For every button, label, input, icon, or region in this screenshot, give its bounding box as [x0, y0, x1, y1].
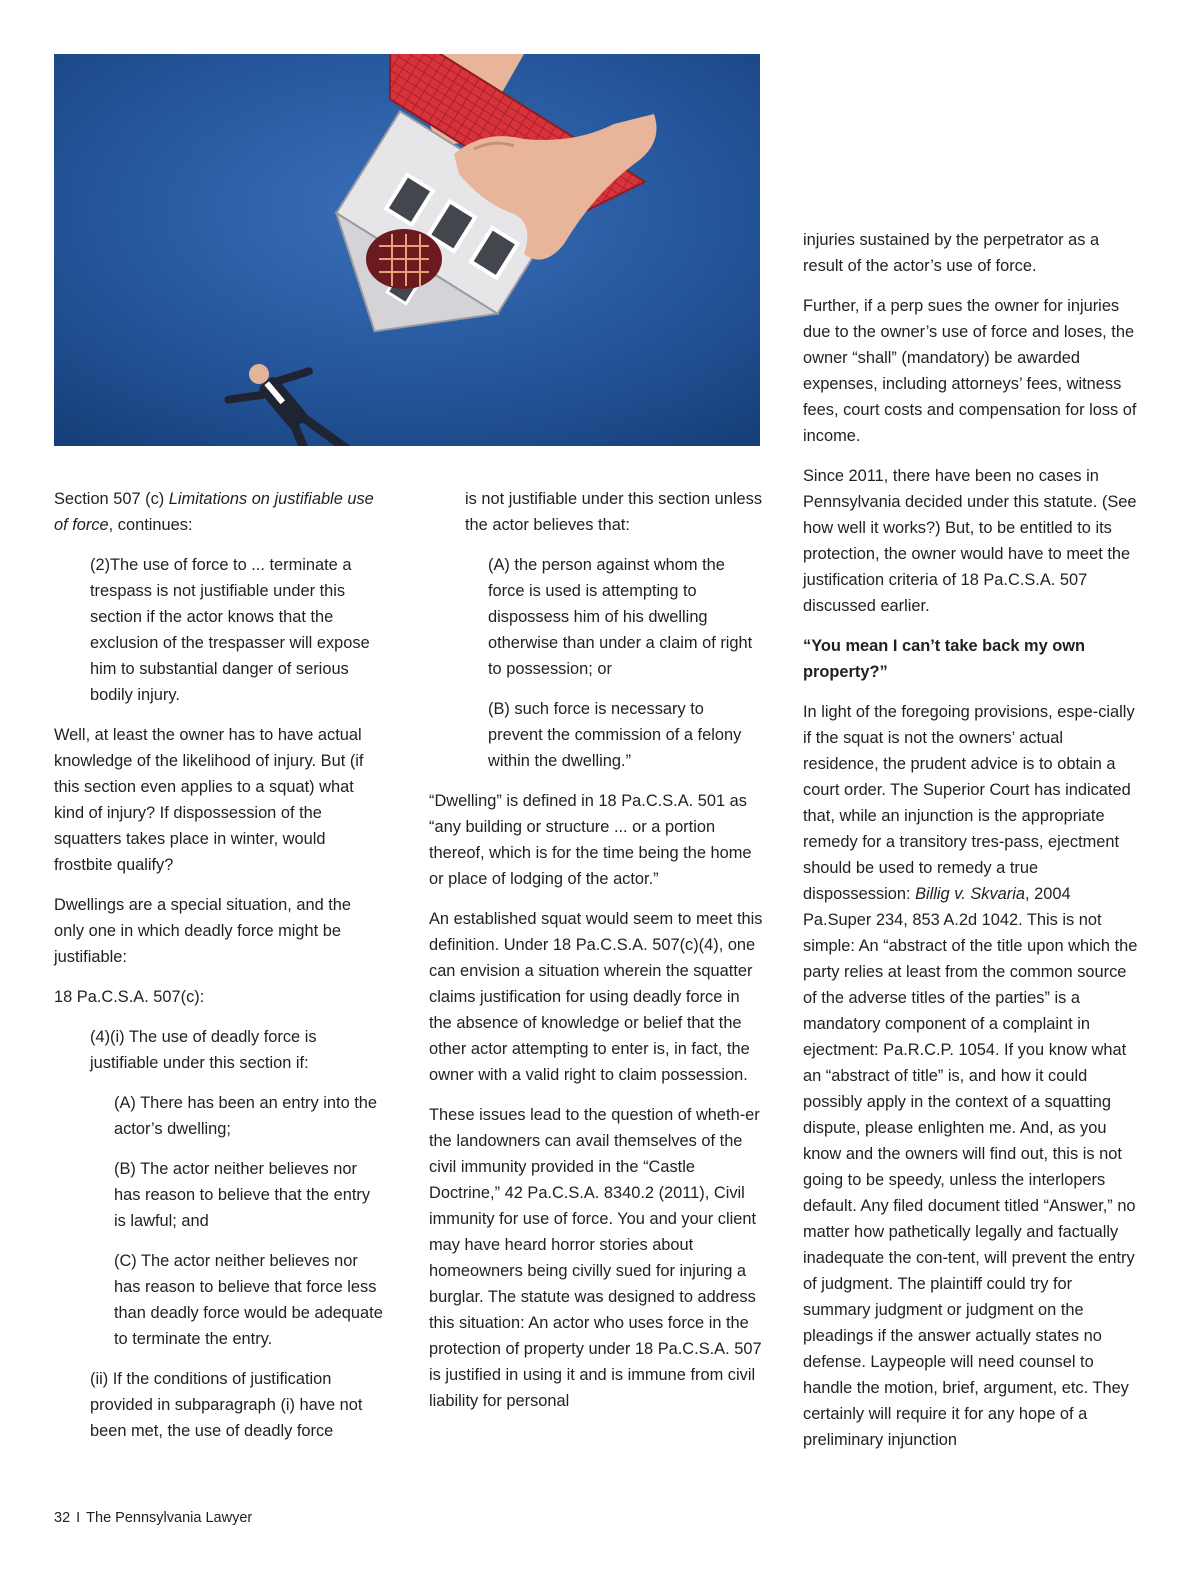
statute-quote-A: (A) There has been an entry into the actor’s dwelling;	[114, 1094, 378, 1138]
body-paragraph: An established squat would seem to meet this definition. Under 18 Pa.C.S.A. 507(c)(4), one can envision a situation wherein the squatter claims justification for using deadly force in the absence of knowledge or belief that the other actor attempting to enter is, in fact, the owner with a valid right to claim possession.	[429, 910, 763, 1084]
statute-quote-4i: (4)(i) The use of deadly force is justifiable under this section if:	[90, 1028, 317, 1072]
statute-citation: 18 Pa.C.S.A. 507(c):	[54, 988, 205, 1006]
statute-quote-C: (C) The actor neither believes nor has reason to believe that force less than deadly force would be adequate to terminate the entry.	[114, 1252, 383, 1348]
statute-quote-A: (A) the person against whom the force is used is attempting to dispossess him of his dwelling otherwise than under a claim of right to possession; or	[488, 556, 753, 678]
body-paragraph: “Dwelling” is defined in 18 Pa.C.S.A. 501 as “any building or structure ... or a portion thereof, which is for the time being the home or place of lodging of the actor.”	[429, 792, 752, 888]
case-name: Billig v. Skvaria	[915, 885, 1025, 903]
statute-quote-ii: (ii) If the conditions of justification provided in subparagraph (i) have not been met, the use of deadly force	[90, 1370, 363, 1440]
body-paragraph: Dwellings are a special situation, and the only one in which deadly force might be justifiable:	[54, 896, 352, 966]
page-footer	[54, 1510, 252, 1526]
body-paragraph: Since 2011, there have been no cases in Pennsylvania decided under this statute. (See how well it works?) But, to be entitled to its protection, the owner would have to meet the justification criteria of 18 Pa.C.S.A. 507 discussed earlier.	[803, 467, 1137, 615]
statute-quote-2: (2)The use of force to ... terminate a trespass is not justifiable under this section if the actor knows that the exclusion of the trespasser will expose him to substantial danger of serious bodily injury.	[90, 556, 370, 704]
hero-illustration	[54, 54, 760, 446]
statute-quote-B: (B) such force is necessary to prevent the commission of a felony within the dwelling.”	[488, 700, 742, 770]
house-shaking-image	[54, 54, 760, 446]
column-left	[54, 486, 384, 1458]
subheading: “You mean I can’t take back my own property?”	[803, 637, 1086, 681]
column-middle	[429, 486, 763, 1428]
body-paragraph: Well, at least the owner has to have actual knowledge of the likelihood of injury. But (if this section even applies to a squat) what kind of injury? If dispossession of the squatters takes place in winter, would frostbite qualify?	[54, 726, 364, 874]
body-paragraph: Further, if a perp sues the owner for injuries due to the owner’s use of force and loses, the owner “shall” (mandatory) be awarded expenses, including attorneys’ fees, witness fees, court costs and compensation for loss of income.	[803, 297, 1137, 445]
body-paragraph: injuries sustained by the perpetrator as a result of the actor’s use of force.	[803, 231, 1100, 275]
statute-quote-continued: is not justifiable under this section unless the actor believes that:	[465, 490, 763, 534]
statute-quote-B: (B) The actor neither believes nor has reason to believe that the entry is lawful; and	[114, 1160, 371, 1230]
body-paragraph: These issues lead to the question of wheth-er the landowners can avail themselves of the civil immunity provided in the “Castle Doctrine,” 42 Pa.C.S.A. 8340.2 (2011), Civil immunity for use of force. You and your client may have heard horror stories about homeowners being civilly sued for injuring a burglar. The statute was designed to address this situation: An actor who uses force in the protection of property under 18 Pa.C.S.A. 507 is justified in using it and is immune from civil liability for personal	[429, 1106, 762, 1410]
body-paragraph: In light of the foregoing provisions, espe-cially if the squat is not the owners’ actual residence, the prudent advice is to obtain a court order. The Superior Court has indicated that, while an injunction is the appropriate remedy for a transitory tres-pass, ejectment should be used to remedy a true dispossession: Billig v. Skvaria, 2004 Pa.Super 234, 853 A.2d 1042. This is not simple: An “abstract of the title upon which the party relies at least from the common source of the adverse titles of the parties” is a mandatory component of a complaint in ejectment: Pa.R.C.P. 1054. If you know what an “abstract of title” is, and how it could possibly apply in the context of a squatting dispute, please enlighten me. And, as you know and the owners will find out, this is not going to be speedy, unless the interlopers default. Any filed document titled “Answer,” no matter how pathetically legally and factually inadequate the con-tent, will prevent the entry of judgment. The plaintiff could try for summary judgment or judgment on the pleadings if the answer actually states no defense. Laypeople will need counsel to handle the motion, brief, argument, etc. They certainly will require it for any hope of a preliminary injunction	[803, 703, 1138, 1449]
footer-separator: I	[76, 1510, 81, 1526]
section-intro: Section 507 (c) Limitations on justifiable use of force, continues:	[54, 490, 374, 534]
page-number: 32	[54, 1510, 71, 1526]
publication-name: The Pennsylvania Lawyer	[86, 1510, 253, 1526]
column-right	[803, 227, 1143, 1467]
